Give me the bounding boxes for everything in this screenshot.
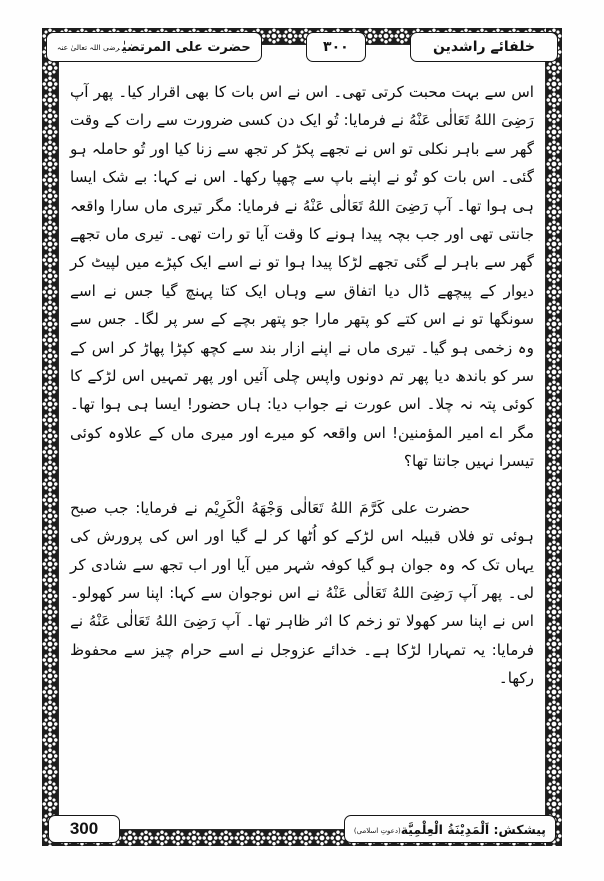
header-chapter-title-box (46, 32, 262, 62)
header-chapter-title (57, 41, 251, 54)
page-body (62, 74, 542, 802)
page-footer (42, 812, 562, 846)
footer-imprint-label: پیشکش: اَلْمَدِیْنَةُ الْعِلْمِیَّة (400, 821, 546, 837)
frame-band-left (42, 28, 58, 846)
footer-imprint (354, 822, 546, 837)
running-header (42, 28, 562, 66)
body-paragraph-2: حضرت علی کَرَّمَ اللهُ تَعَالٰی وَجْهَهُ الْکَرِیْم نے فرمایا: جب صبح ہوئی تو فلاں قبیلہ اس لڑکے کو اُٹھا کر لے گیا اور اس کی پرورش کی یہاں تک کہ وہ جوان ہو گیا کوفہ شہر میں آیا اور اب تجھ سے شادی کر لی۔ پھر آپ رَضِیَ اللهُ تَعَالٰی عَنْهُ نے اس نوجوان سے کہا: اپنا سر کھولو۔ اس نے اپنا سر کھولا تو زخم کا اثر ظاہر تھا۔ آپ رَضِیَ اللهُ تَعَالٰی عَنْهُ نے فرمایا: یہ تمہارا لڑکا ہے۔ خدائے عزوجل نے اسے حرام چیز سے محفوظ رکھا۔ (70, 498, 534, 688)
header-chapter-honorific: رضی اللہ تعالیٰ عنہ (57, 42, 120, 52)
header-book-title: خلفائے راشدین (432, 39, 536, 55)
paragraph-spacer (70, 480, 534, 494)
footer-imprint-box (344, 815, 556, 843)
footer-page-number-box (48, 815, 120, 843)
header-page-number: ۳۰۰ (323, 39, 349, 55)
body-paragraph-1: اس سے بہت محبت کرتی تھی۔ اس نے اس بات کا بھی اقرار کیا۔ پھر آپ رَضِیَ اللهُ تَعَالٰی عَنْهُ نے فرمایا: تُو ایک دن کسی ضرورت سے رات کے وقت گھر سے باہر نکلی تو اس نے تجھے پکڑ کر تجھ سے زنا کیا اور تُو حاملہ ہو گئی۔ اس بات کو تُو نے اپنے باپ سے چھپا رکھا۔ اس نے کہا: بے شک ایسا ہی ہوا تھا۔ آپ رَضِیَ اللهُ تَعَالٰی عَنْهُ نے فرمایا: مگر تیری ماں سارا واقعہ جانتی تھی اور جب بچہ پیدا ہونے کا وقت آیا تو رات تھی۔ تیری ماں تجھے گھر سے باہر لے گئی تجھے لڑکا پیدا ہوا تو نے اسے ایک کپڑے میں لپیٹ کر دیوار کے پیچھے ڈال دیا اتفاق سے وہاں ایک کتا پہنچ گیا جس نے اسے سونگھا تو نے اس کتے کو پتھر مارا جو پتھر بچے کے سر پر لگا۔ جس سے وہ زخمی ہو گیا۔ تیری ماں نے اپنے ازار بند سے کچھ کپڑا پھاڑ کر اس کے سر کو باندھ دیا پھر تم دونوں واپس چلی آئیں اور پھر تمہیں اس لڑکے کا کوئی پتہ نہ چلا۔ اس عورت نے جواب دیا: ہاں حضور! ایسا ہی ہوا تھا۔ مگر اے امیر المؤمنین! اس واقعہ کو میرے اور میری ماں کے علاوہ کوئی تیسرا نہیں جانتا تھا؟ (70, 83, 534, 471)
footer-page-number: 300 (69, 819, 99, 838)
footer-imprint-suffix: (دعوتِ اسلامی) (353, 826, 401, 835)
header-page-number-box (306, 32, 366, 62)
header-book-title-box (410, 32, 558, 62)
header-chapter-name: حضرت علی المرتضیٰ (121, 39, 251, 55)
frame-band-right (546, 28, 562, 846)
